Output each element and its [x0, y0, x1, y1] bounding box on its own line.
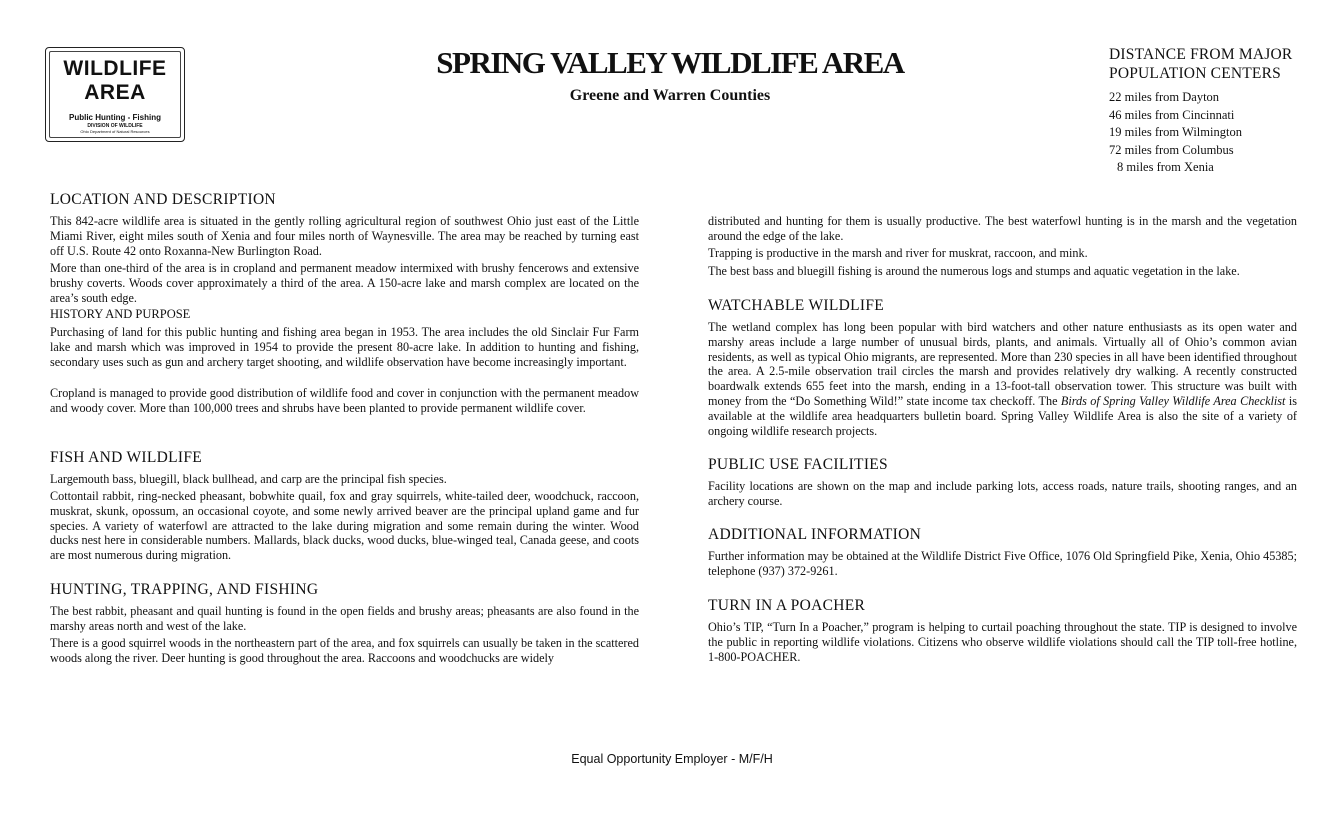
birds-checklist-title: Birds of Spring Valley Wildlife Area Checklist: [1060, 393, 1286, 408]
fishing-paragraph: The best bass and bluegill fishing is around the numerous logs and stumps and aquatic vegetation in the lake.: [708, 264, 1240, 278]
history-paragraph: Cropland is managed to provide good distribution of wildlife food and cover in conjunction with the permanent meadow and woody cover. More than 100,000 trees and shrubs have been planted to provide permanent wildlife cover.: [50, 386, 639, 415]
additional-information-heading: ADDITIONAL INFORMATION: [708, 526, 922, 543]
location-paragraph: This 842-acre wildlife area is situated in the gently rolling agricultural region of southwest Ohio just east of the Little Miami River, eight miles south of Xenia and four miles north of Waynesville. The area may be reached by turning east off U.S. Route 42 onto Roxanna-New Burlington Road.: [50, 214, 639, 258]
watchable-paragraph: [708, 320, 1297, 438]
distance-list: [1109, 89, 1339, 177]
distance-item: 46 miles from Cincinnati: [1109, 107, 1235, 122]
watchable-wildlife-heading: WATCHABLE WILDLIFE: [708, 297, 885, 314]
page-title: SPRING VALLEY WILDLIFE AREA: [436, 45, 904, 80]
hunting-continued-paragraph: distributed and hunting for them is usually productive. The best waterfowl hunting is in the marsh and the vegetation around the edge of the lake.: [708, 214, 1297, 243]
turn-in-poacher-heading: TURN IN A POACHER: [708, 597, 866, 614]
hunting-paragraph: There is a good squirrel woods in the northeastern part of the area, and fox squirrels can usually be taken in the scattered woods along the river. Deer hunting is good throughout the area. Raccoons and woodchucks are widely: [50, 636, 639, 665]
trapping-paragraph: Trapping is productive in the marsh and river for muskrat, raccoon, and mink.: [708, 246, 1088, 260]
sign-division: DIVISION OF WILDLIFE: [87, 123, 143, 129]
distance-title-line2: POPULATION CENTERS: [1109, 65, 1281, 82]
distance-title-line1: DISTANCE FROM MAJOR: [1109, 46, 1293, 63]
public-use-facilities-heading: PUBLIC USE FACILITIES: [708, 456, 888, 473]
page-subtitle: Greene and Warren Counties: [569, 87, 771, 104]
footer-text: Equal Opportunity Employer - M/F/H: [571, 752, 773, 766]
hunting-paragraph: The best rabbit, pheasant and quail hunting is found in the open fields and brushy areas; pheasants are also found in the marshy areas north and west of the lake.: [50, 604, 639, 633]
sign-inner-border: [49, 51, 181, 138]
fish-wildlife-heading: FISH AND WILDLIFE: [50, 449, 203, 466]
sign-title-line2: AREA: [84, 81, 146, 104]
poacher-paragraph: Ohio’s TIP, “Turn In a Poacher,” program is helping to curtail poaching throughout the state. TIP is designed to involve the public in reporting wildlife violations. Citizens who observe wildlife violations should call the TIP toll-free hotline, 1-800-POACHER.: [708, 620, 1297, 664]
fish-paragraph: Largemouth bass, bluegill, black bullhead, and carp are the principal fish species.: [50, 472, 447, 486]
sign-subtitle: Public Hunting - Fishing: [69, 113, 161, 122]
history-paragraph: Purchasing of land for this public hunting and fishing area began in 1953. The area includes the old Sinclair Fur Farm lake and marsh which was improved in 1954 to provide the present 80-acre lake. In addition to hunting and fishing, secondary uses such as gun and archery target shooting, and wildlife observation have become increasingly important.: [50, 325, 639, 369]
sign-department: Ohio Department of Natural Resources: [80, 129, 150, 134]
distance-item: 72 miles from Columbus: [1109, 142, 1234, 157]
additional-paragraph: Further information may be obtained at the Wildlife District Five Office, 1076 Old Springfield Pike, Xenia, Ohio 45385; telephone (937) 372-9261.: [708, 549, 1297, 578]
history-heading: HISTORY AND PURPOSE: [50, 307, 191, 321]
distance-panel: [1109, 45, 1339, 177]
distance-item: 8 miles from Xenia: [1117, 160, 1214, 174]
watchable-text-part1: The wetland complex has long been popular with bird watchers and other nature enthusiasts as its open water and marshy areas include a large number of unusual birds, plants, and animals. Virtually all of Ohio’s common avian residents, as well as typical Ohio migrants, are represented. More than 230 species in all have been identified throughout the area. A 2.5-mile observation trail circles the marsh and provides relatively dry walking. A recently constructed boardwalk extends 655 feet into the marsh, ending in a 13-foot-tall observation tower. This structure was built with money from the “Do Something Wild!” state income tax checkoff. The: [708, 320, 1297, 408]
sign-title-line1: WILDLIFE: [63, 57, 167, 80]
distance-item: 22 miles from Dayton: [1109, 90, 1220, 104]
hunting-heading: HUNTING, TRAPPING, AND FISHING: [50, 581, 319, 598]
distance-item: 19 miles from Wilmington: [1109, 125, 1242, 139]
location-heading: LOCATION AND DESCRIPTION: [50, 191, 276, 208]
facilities-paragraph: Facility locations are shown on the map and include parking lots, access roads, nature trails, shooting ranges, and an archery course.: [708, 479, 1297, 508]
fish-paragraph: Cottontail rabbit, ring-necked pheasant, bobwhite quail, fox and gray squirrels, white-tailed deer, woodchuck, raccoon, muskrat, skunk, opossum, an occasional coyote, and some newly arrived beaver are the principal upland game and fur species. A variety of waterfowl are attracted to the lake during migration and some remain during the winter. Wood ducks nest here in considerable numbers. Mallards, black ducks, wood ducks, blue-winged teal, Canada geese, and coots are most numerous during migration.: [50, 489, 639, 563]
location-paragraph: More than one-third of the area is in cropland and permanent meadow intermixed with brushy fencerows and extensive brushy coverts. Woods cover approximately a third of the area. A 150-acre lake and marsh complex are located on the area’s south edge.: [50, 261, 639, 305]
wildlife-area-sign-logo: [45, 47, 185, 142]
watchable-text-part2: is available at the wildlife area headquarters bulletin board. Spring Valley Wildlife Area is also the site of a variety of ongoing wildlife research projects.: [708, 393, 1297, 438]
